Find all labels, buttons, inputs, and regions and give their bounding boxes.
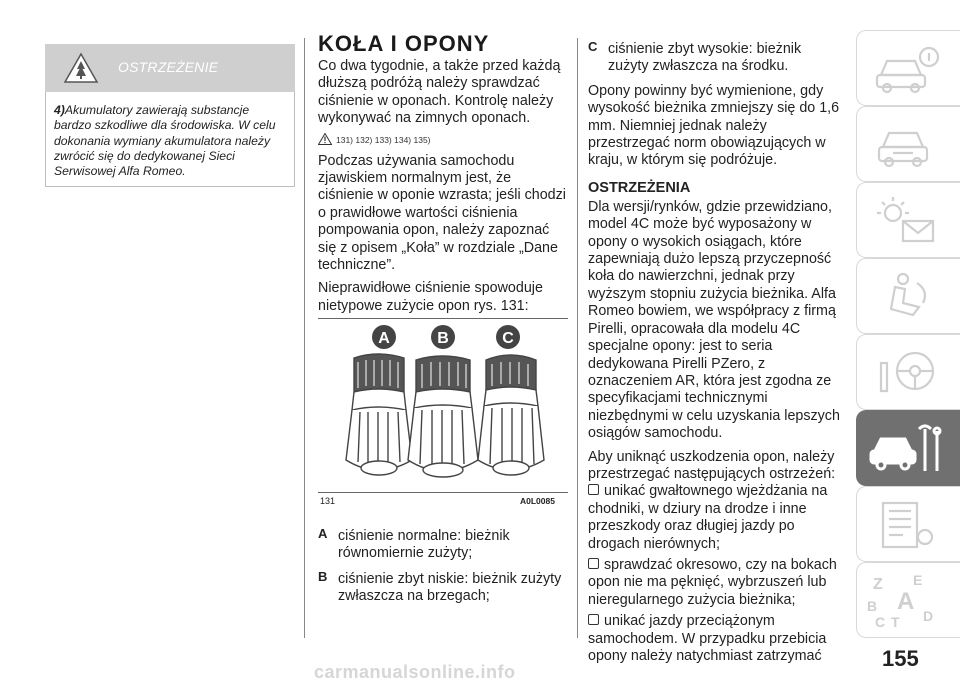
- warning-body: [45, 92, 295, 187]
- bullet-square-icon: [588, 614, 599, 625]
- tire-b-low: [408, 356, 478, 477]
- tire-c-high: [478, 355, 544, 475]
- figure-top-rule: [318, 318, 568, 319]
- figure-bottom-rule: [318, 492, 568, 493]
- svg-text:B: B: [867, 598, 878, 614]
- svg-text:B: B: [437, 330, 449, 347]
- svg-text:A: A: [378, 330, 390, 347]
- paragraph-3: Nieprawidłowe ciśnienie spowoduje nietypowe zużycie opon rys. 131:: [318, 280, 543, 314]
- tab-index[interactable]: [856, 562, 960, 638]
- svg-text:A: A: [897, 588, 915, 615]
- svg-text:D: D: [923, 608, 934, 624]
- references: 131) 132) 133) 134) 135): [318, 133, 568, 149]
- column-3: [588, 41, 844, 665]
- figure-label-c: [496, 325, 520, 349]
- index-letters-icon: [863, 569, 943, 629]
- tab-car-info[interactable]: [856, 30, 960, 106]
- car-tools-icon: [867, 421, 947, 477]
- page-number: 155: [882, 646, 919, 671]
- tech-data-icon: [873, 497, 943, 553]
- lights-warning-icon: [873, 193, 943, 249]
- watermark-footer: carmanualsonline.info: [314, 662, 516, 682]
- tire-wear-figure: [318, 320, 568, 490]
- tab-safety[interactable]: [856, 258, 960, 334]
- wear-list-ab: [318, 528, 568, 606]
- list-item-b: B ciśnienie zbyt niskie: bieżnik zużyty zwłaszcza na brzegach;: [318, 568, 562, 605]
- list-item-a: A ciśnienie normalne: bieżnik równomiernie zużyty;: [318, 526, 510, 562]
- bullet-square-icon: [588, 484, 599, 495]
- bullet-item: unikać gwałtownego wjeżdżania na chodniki, w dziury na drodze i inne przeszkody oraz długiej jazdy po drogach nierównych;: [588, 483, 828, 552]
- bullet-square-icon: [588, 558, 599, 569]
- warning-text: 4)Akumulatory zawierają substancje bardzo szkodliwe dla środowiska. W celu dokonania wymiany akumulatora należy zwrócić się do dedykowanej Sieci Serwisowej Alfa Romeo.: [54, 103, 276, 179]
- section-title: KOŁA I OPONY: [318, 31, 490, 56]
- figure-number: 131: [320, 496, 336, 506]
- col3-paragraph-1: Opony powinny być wymienione, gdy wysokość bieżnika zmniejszy się do 1,6 mm. Niemniej jednak należy przestrzegać norm obowiązujących w kraju, w którym się podróżuje.: [588, 82, 840, 169]
- svg-text:T: T: [891, 614, 900, 629]
- warning-triangle-icon: [63, 52, 99, 84]
- tab-dashboard[interactable]: [856, 106, 960, 182]
- car-info-icon: [873, 41, 943, 97]
- column-divider-1: [304, 38, 305, 638]
- car-dashboard-icon: [873, 117, 943, 173]
- svg-text:C: C: [875, 614, 886, 629]
- tab-maintenance[interactable]: [856, 410, 960, 486]
- figure-label-b: [431, 325, 455, 349]
- svg-text:Z: Z: [873, 576, 883, 593]
- column-divider-2: [577, 38, 578, 638]
- col3-paragraph-2: Dla wersji/rynków, gdzie przewidziano, model 4C może być wyposażony w opony o wysokich osiągach, które zapewniają dużo lepszą przyczepność koła do nawierzchni, jednak przy wyższym stopniu zużycia bieżnika. Alfa Romeo bowiem, we współpracy z firmą Pirelli, opracowała dla modelu 4C specjalne opony: jest to seria dedykowana Pirelli PZero, z oznaczeniem AR, która jest zgodna ze specyfikacjami technicznymi niezbędnymi w celu uzyskania lepszych osiągów samochodu.: [588, 198, 840, 442]
- steering-key-icon: [873, 345, 943, 401]
- svg-text:E: E: [913, 572, 923, 588]
- bullet-item: unikać jazdy przeciążonym samochodem. W przypadku przebicia opony należy natychmiast zatrzymać: [588, 613, 827, 664]
- paragraph-2: Podczas używania samochodu zjawiskiem normalnym jest, że ciśnienie w oponie wzrasta; jeśli chodzi o prawidłowe wartości ciśnienia pompowania opon, należy zapoznać się z opisem „Koła” w rozdziale „Dane techniczne”.: [318, 152, 566, 274]
- list-item-c: C ciśnienie zbyt wysokie: bieżnik zużyty zwłaszcza na środku.: [588, 39, 802, 75]
- figure-label-a: [372, 325, 396, 349]
- airbag-seat-icon: [873, 269, 943, 325]
- column-2: [318, 33, 568, 315]
- tab-lights[interactable]: [856, 182, 960, 258]
- warnings-heading: OSTRZEŻENIA: [588, 179, 691, 196]
- warning-title: OSTRZEŻENIE: [118, 59, 219, 75]
- paragraph-1: Co dwa tygodnie, a także przed każdą dłuższą podróżą należy sprawdzać ciśnienie w oponach. Kontrolę należy wykonywać na zimnych oponach.: [318, 58, 561, 127]
- tire-a-normal: [346, 354, 412, 475]
- figure-code: A0L0085: [520, 496, 555, 506]
- tab-tech-data[interactable]: [856, 486, 960, 562]
- warning-header: [45, 44, 295, 92]
- svg-text:C: C: [502, 330, 514, 347]
- col3-paragraph-3: Aby uniknąć uszkodzenia opon, należy przestrzegać następujących ostrzeżeń:: [588, 448, 836, 482]
- bullet-item: sprawdzać okresowo, czy na bokach opon nie ma pęknięć, wybrzuszeń lub nieregularnego zużycia bieżnika;: [588, 556, 837, 608]
- caution-triangle-icon: [318, 133, 332, 145]
- tab-driving[interactable]: [856, 334, 960, 410]
